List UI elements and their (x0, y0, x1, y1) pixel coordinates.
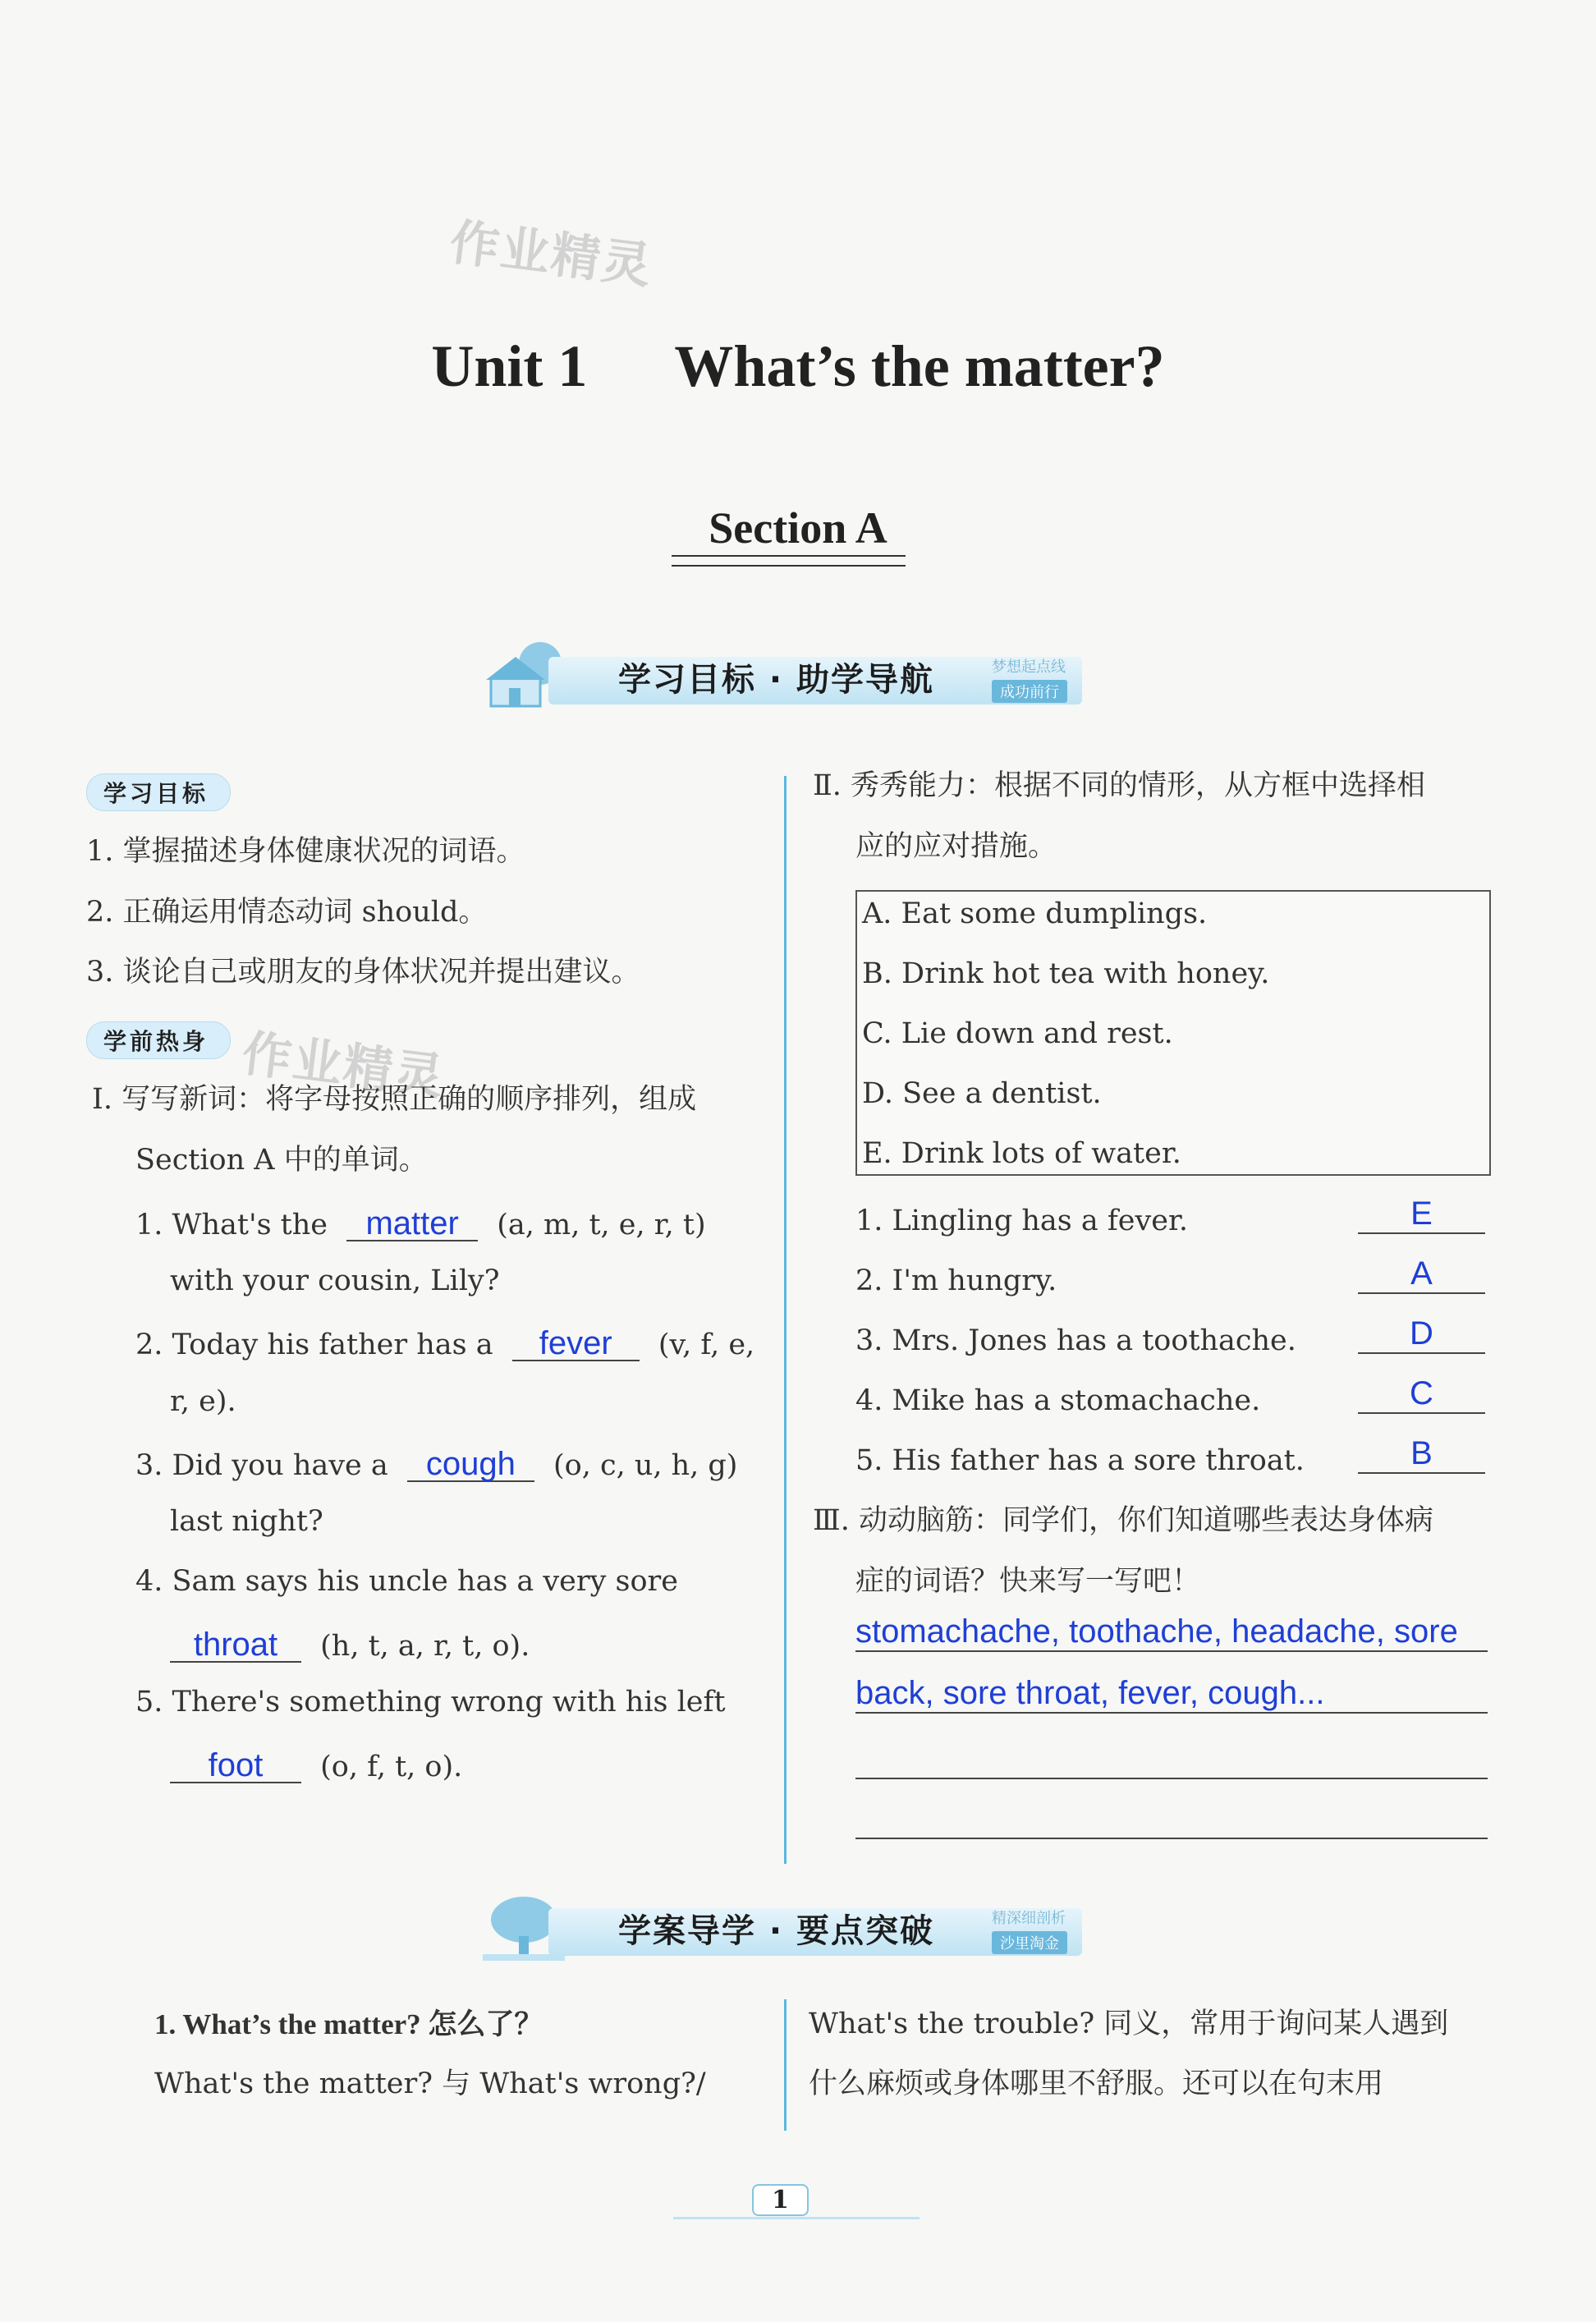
q2-line1 (135, 1327, 754, 1361)
bottom-right-line-1: What's the trouble? 同义，常用于询问某人遇到 (809, 2008, 1449, 2040)
q2-answer: fever (539, 1325, 612, 1361)
q2-letters: (v, f, e, (658, 1328, 755, 1361)
part3-line-4 (855, 1838, 1488, 1839)
q4-line2 (170, 1628, 530, 1663)
label-goals: 学习目标 (86, 773, 231, 811)
q2-line2: r, e). (170, 1385, 236, 1418)
banner-goals (475, 639, 1098, 711)
goal-3: 3. 谈论自己或朋友的身体状况并提出建议。 (86, 956, 640, 989)
item-1-question: 1. Lingling has a fever. (855, 1205, 1189, 1237)
item-2-blank (1358, 1255, 1485, 1294)
part3-line-3 (855, 1778, 1488, 1779)
q1-answer: matter (365, 1205, 459, 1241)
item-5-question: 5. His father has a sore throat. (855, 1444, 1305, 1477)
part2-title-2: 应的应对措施。 (855, 830, 1057, 863)
q4-answer: throat (193, 1627, 278, 1663)
column-divider (784, 776, 787, 1864)
item-5-blank (1358, 1435, 1485, 1474)
item-4-answer: C (1410, 1375, 1433, 1411)
part3-line-2 (855, 1675, 1488, 1714)
banner-guide-title: 学案导学 · 要点突破 (618, 1912, 935, 1950)
q3-line2: last night? (170, 1505, 323, 1538)
item-4-blank (1358, 1375, 1485, 1414)
page-footer-decor (673, 2217, 920, 2219)
section-underline (672, 555, 906, 567)
part3-answer-2: back, sore throat, fever, cough... (855, 1675, 1325, 1711)
option-b: B. Drink hot tea with honey. (862, 957, 1270, 990)
item-3-blank (1358, 1315, 1485, 1354)
item-2-answer: A (1410, 1255, 1433, 1292)
q1-line2: with your cousin, Lily? (170, 1264, 500, 1297)
item-3-question: 3. Mrs. Jones has a toothache. (855, 1324, 1296, 1357)
q5-line2 (170, 1749, 462, 1783)
q1-letters: (a, m, t, e, r, t) (497, 1209, 706, 1241)
unit-name: What’s the matter? (674, 333, 1165, 399)
part3-line-1 (855, 1613, 1488, 1652)
watermark-mid: 作业精灵 (239, 1025, 448, 1107)
item-1-answer: E (1410, 1195, 1433, 1232)
q1-line1 (135, 1207, 706, 1241)
bottom-left-line: What's the matter? 与 What's wrong?/ (154, 2067, 706, 2100)
part3-title-1: Ⅲ. 动动脑筋：同学们，你们知道哪些表达身体病 (813, 1504, 1434, 1537)
q3-letters: (o, c, u, h, g) (553, 1449, 738, 1482)
option-a: A. Eat some dumplings. (862, 897, 1208, 930)
q3-answer: cough (425, 1446, 516, 1482)
part3-title-2: 症的词语？快来写一写吧！ (855, 1565, 1201, 1598)
option-d: D. See a dentist. (862, 1077, 1102, 1110)
part3-answer-1: stomachache, toothache, headache, sore (855, 1613, 1458, 1650)
unit-number: Unit 1 (431, 333, 588, 399)
bottom-left-heading: 1. What’s the matter? 怎么了？ (154, 2008, 543, 2040)
goal-2: 2. 正确运用情态动词 should。 (86, 896, 488, 929)
part1-title-1: Ⅰ. 写写新词：将字母按照正确的顺序排列，组成 (92, 1083, 697, 1116)
q5-answer: foot (208, 1747, 264, 1783)
q1-pre: 1. What's the (135, 1209, 328, 1241)
item-5-answer: B (1410, 1435, 1433, 1471)
unit-title (0, 333, 1596, 401)
q4-line1: 4. Sam says his uncle has a very sore (135, 1565, 678, 1598)
q3-line1 (135, 1448, 737, 1482)
q4-letters: (h, t, a, r, t, o). (320, 1630, 530, 1663)
banner-guide-tag1: 精深细剖析 (992, 1910, 1066, 1927)
part2-title-1: Ⅱ. 秀秀能力：根据不同的情形，从方框中选择相 (813, 769, 1426, 802)
option-c: C. Lie down and rest. (862, 1017, 1173, 1050)
watermark-top: 作业精灵 (447, 213, 656, 296)
item-4-question: 4. Mike has a stomachache. (855, 1384, 1261, 1417)
item-3-answer: D (1410, 1315, 1433, 1351)
banner-guide (475, 1890, 1098, 1962)
option-e: E. Drink lots of water. (862, 1137, 1181, 1170)
goal-1: 1. 掌握描述身体健康状况的词语。 (86, 835, 525, 868)
part1-title-2: Section A 中的单词。 (135, 1144, 428, 1177)
q5-letters: (o, f, t, o). (320, 1751, 463, 1783)
banner-goals-title: 学习目标 · 助学导航 (618, 661, 935, 699)
banner-goals-tag2: 成功前行 (992, 680, 1067, 703)
bottom-column-divider (784, 1999, 787, 2131)
page-number: 1 (752, 2184, 809, 2216)
item-2-question: 2. I'm hungry. (855, 1264, 1057, 1297)
banner-guide-tag2: 沙里淘金 (992, 1931, 1067, 1954)
q3-pre: 3. Did you have a (135, 1449, 388, 1482)
bottom-right-line-2: 什么麻烦或身体哪里不舒服。还可以在句末用 (809, 2067, 1384, 2100)
section-title: Section A (709, 503, 887, 553)
label-warmup: 学前热身 (86, 1021, 231, 1059)
item-1-blank (1358, 1195, 1485, 1234)
q5-line1: 5. There's something wrong with his left (135, 1686, 726, 1719)
banner-goals-tag1: 梦想起点线 (992, 659, 1066, 676)
q2-pre: 2. Today his father has a (135, 1328, 493, 1361)
